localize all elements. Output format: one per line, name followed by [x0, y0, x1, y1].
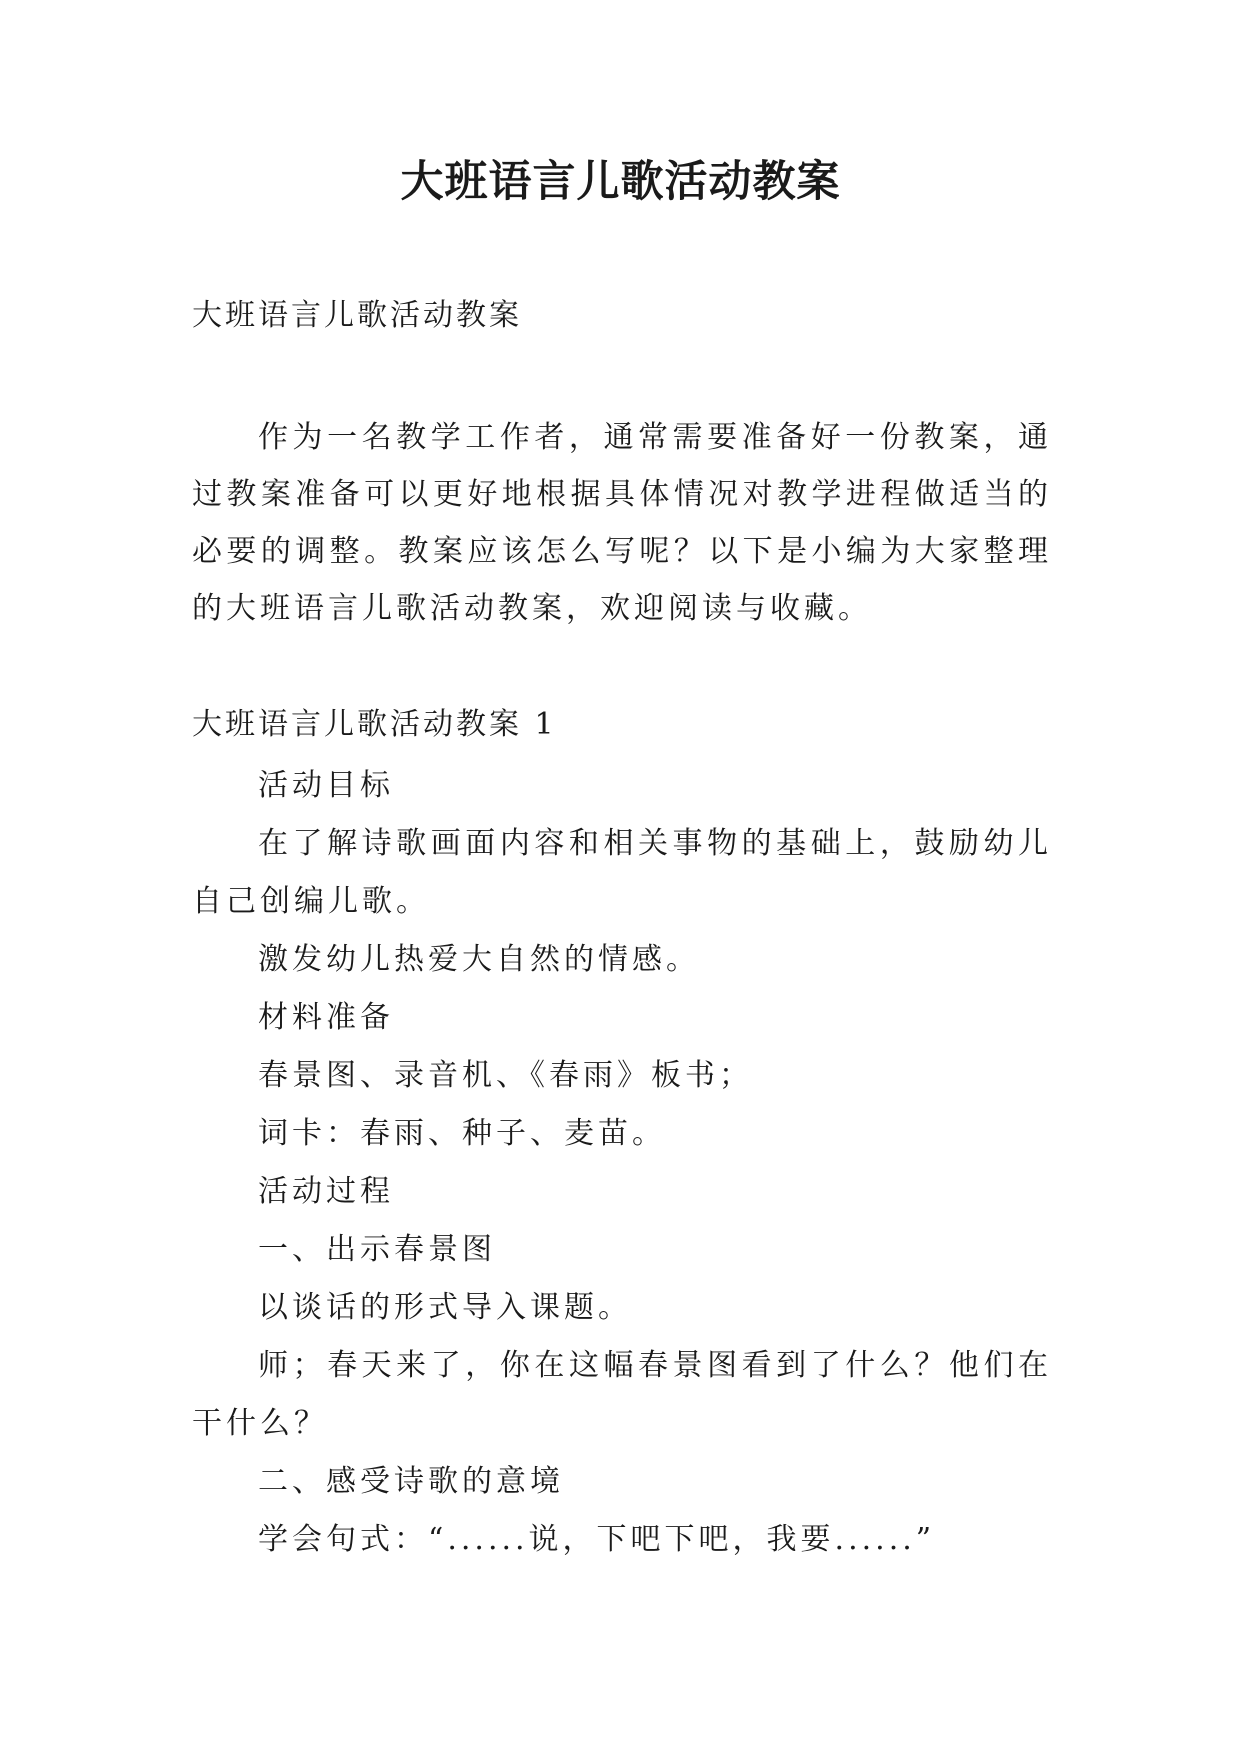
section-paragraph: 在了解诗歌画面内容和相关事物的基础上，鼓励幼儿自己创编儿歌。	[192, 826, 1052, 919]
section-paragraph: 激发幼儿热爱大自然的情感。	[258, 942, 700, 977]
section-paragraph: 师；春天来了，你在这幅春景图看到了什么？他们在干什么？	[192, 1348, 1052, 1441]
section-body	[192, 757, 1052, 1569]
section-paragraph: 活动过程	[258, 1174, 394, 1209]
section-paragraph: 春景图、录音机、《春雨》板书；	[258, 1058, 753, 1093]
section-paragraph: 学会句式：“......说，下吧下吧，我要......”	[258, 1522, 936, 1557]
section-paragraph: 材料准备	[258, 1000, 394, 1035]
document-subtitle: 大班语言儿歌活动教案	[192, 298, 522, 333]
section-paragraph: 活动目标	[258, 768, 394, 803]
section-paragraph: 一、出示春景图	[258, 1232, 496, 1267]
section-heading: 大班语言儿歌活动教案 1	[192, 707, 557, 742]
document-title: 大班语言儿歌活动教案	[400, 157, 841, 207]
intro-paragraph: 作为一名教学工作者，通常需要准备好一份教案，通过教案准备可以更好地根据具体情况对教学进程做适当的必要的调整。教案应该怎么写呢？以下是小编为大家整理的大班语言儿歌活动教案，欢迎阅读与收藏。	[192, 420, 1052, 626]
section-paragraph: 词卡：春雨、种子、麦苗。	[258, 1116, 666, 1151]
section-paragraph: 二、感受诗歌的意境	[258, 1464, 564, 1499]
section-paragraph: 以谈话的形式导入课题。	[258, 1290, 632, 1325]
